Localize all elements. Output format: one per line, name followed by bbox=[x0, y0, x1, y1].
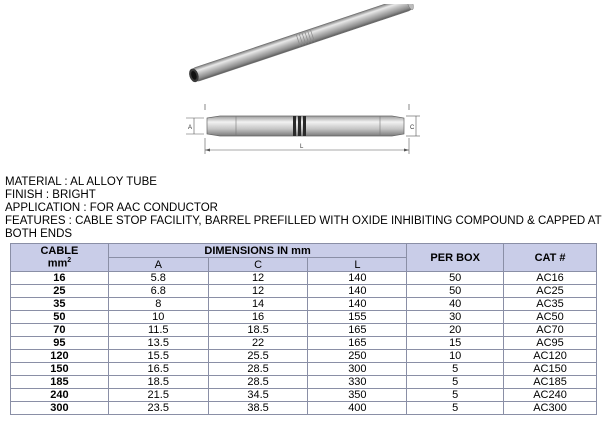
header-cable bbox=[11, 244, 109, 272]
cell-c: 34.5 bbox=[208, 389, 308, 402]
table-row bbox=[11, 376, 597, 389]
cell-cable: 185 bbox=[11, 376, 109, 389]
cell-a: 21.5 bbox=[108, 389, 208, 402]
cell-cable: 120 bbox=[11, 350, 109, 363]
drawing-label-l: L bbox=[300, 144, 304, 150]
cell-per-box: 5 bbox=[407, 363, 504, 376]
cell-l: 165 bbox=[308, 337, 407, 350]
cell-cable: 50 bbox=[11, 311, 109, 324]
cell-per-box: 15 bbox=[407, 337, 504, 350]
header-cable-unit: $mm^2$ bbox=[47, 257, 72, 270]
dimension-drawing bbox=[180, 104, 425, 156]
cell-a: 10 bbox=[108, 311, 208, 324]
cell-c: 12 bbox=[208, 285, 308, 298]
cell-a: 23.5 bbox=[108, 402, 208, 415]
cell-c: 14 bbox=[208, 298, 308, 311]
table-row bbox=[11, 311, 597, 324]
table-body bbox=[11, 272, 597, 415]
cell-l: 250 bbox=[308, 350, 407, 363]
cell-per-box: 20 bbox=[407, 324, 504, 337]
cell-cable: 95 bbox=[11, 337, 109, 350]
cell-per-box: 30 bbox=[407, 311, 504, 324]
cell-a: 6.8 bbox=[108, 285, 208, 298]
cell-c: 18.5 bbox=[208, 324, 308, 337]
cell-l: 155 bbox=[308, 311, 407, 324]
cell-cat: AC240 bbox=[504, 389, 597, 402]
cell-l: 165 bbox=[308, 324, 407, 337]
cell-cat: AC70 bbox=[504, 324, 597, 337]
spec-features-continued: BOTH ENDS bbox=[5, 228, 73, 240]
cell-per-box: 10 bbox=[407, 350, 504, 363]
table-row bbox=[11, 272, 597, 285]
cell-a: 18.5 bbox=[108, 376, 208, 389]
cell-cable: 240 bbox=[11, 389, 109, 402]
table-row bbox=[11, 389, 597, 402]
cell-cat: AC300 bbox=[504, 402, 597, 415]
product-photo bbox=[182, 4, 418, 88]
cell-per-box: 5 bbox=[407, 376, 504, 389]
drawing-label-c: C bbox=[410, 125, 415, 131]
cell-a: 5.8 bbox=[108, 272, 208, 285]
spec-material: MATERIAL : AL ALLOY TUBE bbox=[5, 176, 157, 188]
cell-c: 12 bbox=[208, 272, 308, 285]
drawing-label-a: A bbox=[188, 125, 193, 131]
cell-cat: AC16 bbox=[504, 272, 597, 285]
cell-cat: AC25 bbox=[504, 285, 597, 298]
table-row bbox=[11, 402, 597, 415]
table-row bbox=[11, 337, 597, 350]
cell-per-box: 40 bbox=[407, 298, 504, 311]
header-per-box: PER BOX bbox=[407, 244, 504, 272]
table-row bbox=[11, 324, 597, 337]
dimensions-table bbox=[10, 243, 597, 415]
cell-c: 28.5 bbox=[208, 363, 308, 376]
cell-c: 22 bbox=[208, 337, 308, 350]
header-l: L bbox=[308, 258, 407, 272]
cell-cat: AC185 bbox=[504, 376, 597, 389]
cell-l: 330 bbox=[308, 376, 407, 389]
header-cat: CAT # bbox=[504, 244, 597, 272]
table-row bbox=[11, 350, 597, 363]
cell-cable: 150 bbox=[11, 363, 109, 376]
cell-c: 16 bbox=[208, 311, 308, 324]
cell-cable: 35 bbox=[11, 298, 109, 311]
header-dimensions: DIMENSIONS IN mm bbox=[108, 244, 406, 258]
table-row bbox=[11, 363, 597, 376]
header-a: A bbox=[108, 258, 208, 272]
spec-finish: FINISH : BRIGHT bbox=[5, 189, 96, 201]
cell-l: 140 bbox=[308, 285, 407, 298]
cell-per-box: 50 bbox=[407, 272, 504, 285]
cell-l: 140 bbox=[308, 298, 407, 311]
cell-l: 140 bbox=[308, 272, 407, 285]
cell-l: 400 bbox=[308, 402, 407, 415]
cell-per-box: 5 bbox=[407, 402, 504, 415]
cell-per-box: 50 bbox=[407, 285, 504, 298]
cell-c: 25.5 bbox=[208, 350, 308, 363]
header-c: C bbox=[208, 258, 308, 272]
cell-cat: AC35 bbox=[504, 298, 597, 311]
cell-cable: 25 bbox=[11, 285, 109, 298]
cell-a: 11.5 bbox=[108, 324, 208, 337]
cell-a: 16.5 bbox=[108, 363, 208, 376]
cell-cable: 70 bbox=[11, 324, 109, 337]
cell-c: 28.5 bbox=[208, 376, 308, 389]
cell-a: 8 bbox=[108, 298, 208, 311]
cell-a: 15.5 bbox=[108, 350, 208, 363]
spec-features: FEATURES : CABLE STOP FACILITY, BARREL PREFILLED WITH OXIDE INHIBITING COMPOUND & CAPPED AT bbox=[5, 215, 602, 227]
cell-cat: AC150 bbox=[504, 363, 597, 376]
cell-cable: 16 bbox=[11, 272, 109, 285]
cell-cable: 300 bbox=[11, 402, 109, 415]
cell-l: 350 bbox=[308, 389, 407, 402]
cell-a: 13.5 bbox=[108, 337, 208, 350]
cell-cat: AC50 bbox=[504, 311, 597, 324]
cell-c: 38.5 bbox=[208, 402, 308, 415]
cell-per-box: 5 bbox=[407, 389, 504, 402]
cell-l: 300 bbox=[308, 363, 407, 376]
cell-cat: AC120 bbox=[504, 350, 597, 363]
cell-cat: AC95 bbox=[504, 337, 597, 350]
table-row bbox=[11, 285, 597, 298]
spec-application: APPLICATION : FOR AAC CONDUCTOR bbox=[5, 202, 218, 214]
header-cable-label: CABLE bbox=[40, 245, 79, 258]
table-row bbox=[11, 298, 597, 311]
